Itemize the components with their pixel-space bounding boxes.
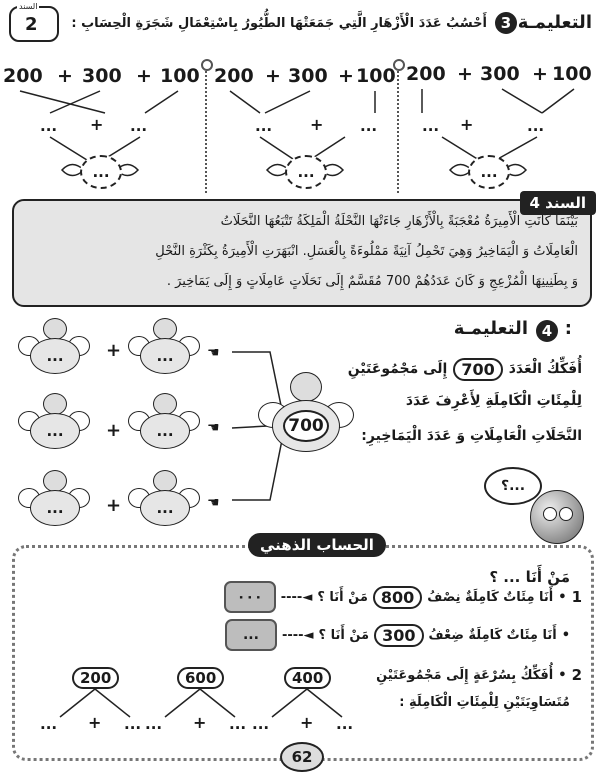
bullet-icon: • bbox=[561, 627, 570, 643]
tree-number: 100 bbox=[356, 65, 396, 87]
bee-head-icon bbox=[290, 372, 322, 402]
tree-number: 300 bbox=[480, 63, 520, 85]
tree-result: ... bbox=[92, 163, 110, 181]
bee bbox=[128, 470, 200, 530]
bee bbox=[128, 393, 200, 453]
q2-plus: + bbox=[193, 713, 207, 732]
tree-operator: + bbox=[136, 65, 152, 87]
thought-bubble bbox=[484, 467, 542, 505]
bee-head-icon bbox=[153, 470, 177, 492]
exercise4-line-2: لِلْمِئَاتِ الْكَامِلَةِ لِأَعْرِفَ عَدَدَ bbox=[405, 393, 582, 409]
sanad4-line-1: بَيْنَمَا كَانَتِ الْأَمِيرَةُ مُعْجَبَةً بِالْأَزْهَارِ جَاءَتْهَا النَّحْلَةُ الْمَلِكَةُ تَتْبَعُهَا النَّحَلَاتُ bbox=[220, 214, 578, 229]
tree-block-1 bbox=[0, 55, 200, 195]
q2-bottom: ... bbox=[252, 715, 270, 733]
bee-head-icon bbox=[43, 318, 67, 340]
exercise4-text-b: إِلَى مَجْمُوعَتَيْنِ bbox=[347, 361, 448, 377]
bee-body bbox=[30, 413, 80, 449]
thought-text: ؟... bbox=[500, 478, 526, 494]
tree-bottom-right: ... bbox=[527, 117, 545, 135]
bee bbox=[18, 470, 90, 530]
question-1 bbox=[152, 582, 582, 612]
sanad2-tag-label: السند bbox=[19, 2, 38, 11]
tree-number: 300 bbox=[288, 65, 328, 87]
exercise4-line-3: النَّحَلَاتِ الْعَامِلَاتِ وَ عَدَدَ الْيَمَاخِيرِ: bbox=[361, 428, 582, 444]
question-1-number: 1 bbox=[571, 588, 582, 606]
exercise3-number-badge: 3 bbox=[495, 12, 517, 34]
tree-operator: + bbox=[532, 63, 548, 85]
q2-tree-3 bbox=[252, 665, 362, 735]
big-bee bbox=[258, 372, 354, 462]
q2-bottom: ... bbox=[40, 715, 58, 733]
bee-body bbox=[30, 338, 80, 374]
plus-sign: + bbox=[106, 420, 122, 441]
bee-body bbox=[30, 490, 80, 526]
tree-number: 300 bbox=[82, 65, 122, 87]
answer-box-2-text: ... bbox=[242, 627, 259, 643]
q2-bottom: ... bbox=[336, 715, 354, 733]
tree-bottom-op: + bbox=[310, 115, 324, 134]
exercise3-title: التعليمـة bbox=[517, 12, 592, 33]
sanad4-line-2: الْعَامِلَاتُ وَ الْيَمَاخِيرُ وَهِيَ تَحْمِلُ آنِيَةً مَمْلُوءَةً بِالْعَسَلِ. انْبَهَرَتِ الْأَمِيرَةُ بِكَثْرَةِ النَّحْلِ bbox=[155, 244, 578, 259]
bee-body bbox=[140, 338, 190, 374]
flower-result bbox=[468, 155, 510, 189]
q2-plus: + bbox=[300, 713, 314, 732]
big-bee-value: 700 bbox=[283, 410, 329, 442]
question-1-value: 800 bbox=[373, 586, 422, 609]
q2-value: 400 bbox=[284, 667, 331, 689]
plus-sign: + bbox=[106, 340, 122, 361]
mental-math-title: الحساب الذهني bbox=[248, 533, 386, 557]
bee-body bbox=[140, 413, 190, 449]
question-1b-text-a: أَنَا مِئَاتٌ كَامِلَةٌ ضِعْفُ bbox=[428, 627, 557, 643]
bee-value: ... bbox=[156, 499, 174, 517]
question-2-text-2: مُتَسَاوِيَتَيْنِ لِلْمِئَاتِ الْكَامِلَةِ : bbox=[399, 695, 570, 710]
exercise3-instruction: أَحْسُبُ عَدَدَ الْأَزْهَارِ الَّتِي جَمَعَتْهَا الطُّيُورُ بِاسْتِعْمَالِ شَجَرَةِ الْحِسَابِ : bbox=[71, 16, 487, 31]
tree-block-2 bbox=[210, 55, 395, 195]
tree-bottom-left: ... bbox=[255, 117, 273, 135]
bee bbox=[128, 318, 200, 378]
tree-result: ... bbox=[297, 163, 315, 181]
answer-box-1-text: ٠٠٠ bbox=[236, 589, 263, 605]
question-1-text-a: أَنَا مِئَاتٌ كَامِلَةٌ نِصْفُ bbox=[427, 589, 554, 605]
q2-bottom: ... bbox=[124, 715, 142, 733]
q2-bottom: ... bbox=[145, 715, 163, 733]
question-2-text: أُفَكِّكُ بِسُرْعَةٍ إِلَى مَجْمُوعَتَيْنِ bbox=[376, 667, 554, 683]
tree-number: 200 bbox=[214, 65, 254, 87]
exercise3-header bbox=[7, 2, 592, 38]
answer-box-1[interactable] bbox=[224, 581, 276, 613]
page-number bbox=[280, 742, 324, 772]
question-1b-value: 300 bbox=[374, 624, 423, 647]
bee-head-icon bbox=[43, 470, 67, 492]
flower-result bbox=[80, 155, 122, 189]
exercise4-line-1 bbox=[332, 355, 582, 383]
bee bbox=[18, 393, 90, 453]
divider bbox=[397, 63, 399, 193]
bee-head-icon bbox=[43, 393, 67, 415]
tree-operator: + bbox=[338, 65, 354, 87]
question-1-text-b: مَنْ أَنَا ؟ bbox=[317, 589, 368, 605]
q2-value: 200 bbox=[72, 667, 119, 689]
sanad2-tag bbox=[9, 2, 59, 42]
pointing-hand-icon: ☚ bbox=[207, 420, 220, 436]
tree-number: 200 bbox=[406, 63, 446, 85]
tree-bottom-right: ... bbox=[130, 117, 148, 135]
exercise4-value: 700 bbox=[453, 358, 502, 381]
flower-result bbox=[285, 155, 327, 189]
tree-bottom-op: + bbox=[460, 115, 474, 134]
sanad4-box bbox=[12, 194, 592, 307]
arrow-icon: ◄---- bbox=[281, 627, 314, 643]
calc-tree-panel bbox=[0, 55, 600, 195]
exercise4-title: التعليمـة bbox=[453, 318, 528, 339]
plus-sign: + bbox=[106, 495, 122, 516]
who-am-i-heading: مَنْ أَنَا ... ؟ bbox=[489, 568, 570, 586]
sanad4-label: السند 4 bbox=[520, 191, 597, 215]
bee-body bbox=[272, 400, 340, 452]
bee-head-icon bbox=[153, 393, 177, 415]
bee-head-icon bbox=[153, 318, 177, 340]
bee-value: ... bbox=[156, 347, 174, 365]
tree-bottom-right: ... bbox=[360, 117, 378, 135]
bee-value: ... bbox=[46, 422, 64, 440]
sanad2-tag-number: 2 bbox=[25, 14, 38, 35]
question-1b bbox=[152, 620, 582, 650]
tree-number: 200 bbox=[3, 65, 43, 87]
sanad4-line-3: وَ بِطَنِينِهَا الْمُزْعِجِ وَ كَانَ عَدَدُهُمْ 700 مُقَسَّمٌ إِلَى نَحَلَاتٍ عَامِلَاتٍ وَ إِلَى يَمَاخِيرَ . bbox=[166, 274, 578, 289]
tree-block-3 bbox=[402, 55, 598, 195]
bullet-icon: • bbox=[558, 589, 567, 605]
bee-value: ... bbox=[46, 347, 64, 365]
question-1b-text-b: مَنْ أَنَا ؟ bbox=[318, 627, 370, 643]
question-2-number: 2 bbox=[571, 666, 582, 684]
mascot-icon bbox=[530, 490, 584, 544]
bee-value: ... bbox=[46, 499, 64, 517]
q2-value: 600 bbox=[177, 667, 224, 689]
bee bbox=[18, 318, 90, 378]
tree-number: 100 bbox=[160, 65, 200, 87]
tree-bottom-op: + bbox=[90, 115, 104, 134]
page-number-text: 62 bbox=[291, 748, 313, 766]
arrow-icon: ◄---- bbox=[280, 589, 313, 605]
q2-bottom: ... bbox=[229, 715, 247, 733]
bee-body bbox=[140, 490, 190, 526]
tree-result: ... bbox=[480, 163, 498, 181]
exercise4-number-badge: 4 bbox=[536, 320, 558, 342]
tree-bottom-left: ... bbox=[40, 117, 58, 135]
answer-box-2[interactable] bbox=[225, 619, 277, 651]
tree-operator: + bbox=[457, 63, 473, 85]
pointing-hand-icon: ☚ bbox=[207, 495, 220, 511]
q2-tree-2 bbox=[145, 665, 255, 735]
bullet-icon: • bbox=[558, 667, 567, 683]
exercise4-text-a: أُفَكِّكُ الْعَدَدَ bbox=[508, 361, 582, 377]
tree-number: 100 bbox=[552, 63, 592, 85]
q2-plus: + bbox=[88, 713, 102, 732]
tree-operator: + bbox=[265, 65, 281, 87]
tree-operator: + bbox=[57, 65, 73, 87]
pointing-hand-icon: ☚ bbox=[207, 345, 220, 361]
q2-tree-1 bbox=[40, 665, 150, 735]
divider bbox=[205, 63, 207, 193]
bee-value: ... bbox=[156, 422, 174, 440]
exercise4-colon: : bbox=[564, 318, 572, 339]
tree-bottom-left: ... bbox=[422, 117, 440, 135]
